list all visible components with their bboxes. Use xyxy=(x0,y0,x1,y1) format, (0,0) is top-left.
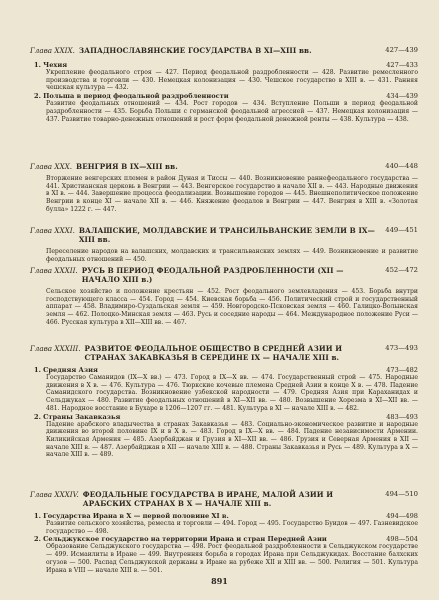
chapter-34 xyxy=(30,490,418,574)
section-heading xyxy=(34,61,418,69)
section-heading xyxy=(34,413,418,421)
section-pages: 483—493 xyxy=(386,412,418,421)
chapter-heading xyxy=(30,162,418,171)
section-title: 1. Государства Ирана в X — первой половине XI в. xyxy=(34,512,229,520)
section-title: 1. Чехия xyxy=(34,61,68,69)
chapter-29 xyxy=(30,46,418,123)
section-pages: 494—498 xyxy=(386,512,418,520)
chapter-title: РАЗВИТОЕ ФЕОДАЛЬНОЕ ОБЩЕСТВО В СРЕДНЕЙ АЗИИ И СТРАНАХ ЗАКАВКАЗЬЯ В СЕРЕДИНЕ IX — НАЧАЛЕ XIII в. xyxy=(84,344,343,362)
chapter-heading xyxy=(30,490,418,508)
chapter-text: Сельское хозяйство и положение крестьян — 452. Рост феодального землевладения — 453. Борьба внутри господствующего класса — 454. Город — 454. Киевская борьба — 456. Политический строй и государственный аппарат — 458. Владимиро-Суздальская земля — 459. Новгородско-Псковская земля — 460. Галицко-Волынская земля — 462. Полоцко-Минская земля — 463. Русь и соседние народы — 464. Международное положение Руси — 466. Русская культура в XII—XIII вв. — 467. xyxy=(46,288,418,326)
chapter-30 xyxy=(30,162,418,214)
chapter-pages: 440—448 xyxy=(385,162,418,170)
chapter-label: Глава XXXII. xyxy=(30,266,78,275)
section-text: Образование Сельджукского государства — 498. Рост феодальной раздробленности в Сельджукском государстве — 499. Исмаилиты в Иране — 499. Внутренняя борьба в городах Ирана при Сельджукидах. Восстание балхских огузов — 500. Распад Сельджукской державы в Иране на рубеже XII и XIII вв. — 500. Религия — 501. Культура Ирана в VIII — начале XIII в. — 501. xyxy=(46,543,418,574)
chapter-text: Переселение народов на валашских, молдавских и трансильванских землях — 449. Возникновение и развитие феодальных отношений — 450. xyxy=(46,248,418,263)
section-title: 1. Средняя Азия xyxy=(34,366,98,374)
section-title: 2. Польша в период феодальной раздробленности xyxy=(34,92,229,101)
section-pages: 434—439 xyxy=(386,92,418,101)
chapter-pages: 427—439 xyxy=(385,46,418,54)
chapter-pages: 494—510 xyxy=(385,490,418,498)
chapter-text: Вторжение венгерских племен в район Дуная и Тиссы — 440. Возникновение раннефеодального государства — 441. Христианская церковь в Венгрии — 443. Венгерское государство в начале XII в. — 443. Народные движения в XI в. — 444. Завершение процесса феодализации. Возвышение городов — 445. Внешнеполитическое положение Венгрии в конце XI — начале XII в. — 446. Княжение феодалов в Венгрии — 447. Венгрия в XIII в. «Золотая булла» 1222 г. — 447. xyxy=(46,175,418,213)
section-text: Развитие сельского хозяйства, ремесла и торговли — 494. Город — 495. Государство Буидов — 497. Газневидское государство — 498. xyxy=(46,520,418,535)
chapter-pages: 473—493 xyxy=(385,344,418,352)
section-text: Укрепление феодального строя — 427. Период феодальной раздробленности — 428. Развитие ремесленного производства и торговли — 430. Немецкая колонизация — 430. Чешское государство в XIII в. — 431. Ранняя чешская культура — 432. xyxy=(46,69,418,92)
section-heading xyxy=(34,512,418,520)
chapter-heading xyxy=(30,46,418,55)
section-pages: 427—433 xyxy=(386,61,418,69)
chapter-title: ВАЛАШСКИЕ, МОЛДАВСКИЕ И ТРАНСИЛЬВАНСКИЕ ЗЕМЛИ В IX—XIII вв. xyxy=(78,226,375,244)
section-text: Падение арабского владычества в странах Закавказья — 483. Социально-экономическое развитие и народные движения во второй половине IX и в X в. — 483. Город в IX—X вв. — 484. Падение независимости Армении. Киликийская Армения — 485. Азербайджан и Грузия в XI—XII вв. — 486. Грузия и Северная Армения в XII — начале XIII в. — 487. Азербайджан в XII — начале XIII в. — 488. Страны Закавказья и Русь — 489. Культура в X — начале XIII в. — 489. xyxy=(46,420,418,459)
chapter-pages: 452—472 xyxy=(385,266,418,274)
chapter-title: ЗАПАДНОСЛАВЯНСКИЕ ГОСУДАРСТВА В XI—XIII вв. xyxy=(78,46,312,55)
chapter-title: РУСЬ В ПЕРИОД ФЕОДАЛЬНОЙ РАЗДРОБЛЕННОСТИ (XII — НАЧАЛО XIII в.) xyxy=(81,266,344,284)
chapter-pages: 449—451 xyxy=(385,226,418,234)
chapter-31 xyxy=(30,226,418,263)
section-pages: 498—504 xyxy=(386,535,418,544)
chapter-label: Глава XXX. xyxy=(30,162,73,171)
chapter-title: ФЕОДАЛЬНЫЕ ГОСУДАРСТВА В ИРАНЕ, МАЛОЙ АЗИИ И АРАБСКИХ СТРАНАХ В X — НАЧАЛЕ XIII в. xyxy=(82,490,334,508)
chapter-heading xyxy=(30,226,418,244)
section-heading xyxy=(34,366,418,374)
section-text: Государство Саманидов (IX—X вв.) — 473. Город в IX—X вв. — 474. Государственный строй — 475. Народные движения в X в. — 476. Культура — 476. Тюркские кочевые племена Средней Азии в конце X в. — 478. Падение Саманидского государства. Возникновение узбекской народности — 479. Средняя Азия при Караханидах и Сельджуках — 480. Развитие феодальных отношений в XI—XII вв. — 480. Возвышение Хорезма в XI—XII вв. — 481. Народное восстание в Бухаре в 1206—1207 гг. — 481. Культура в XI — начале XIII в. — 482. xyxy=(46,374,418,412)
chapter-title: ВЕНГРИЯ В IX—XIII вв. xyxy=(76,162,178,171)
section-heading xyxy=(34,92,418,100)
chapter-33 xyxy=(30,344,418,459)
section-title: 2. Сельджукское государство на территории Ирана и стран Передней Азии xyxy=(34,535,327,544)
section-heading xyxy=(34,535,418,543)
chapter-label: Глава XXIX. xyxy=(30,46,75,55)
section-pages: 473—482 xyxy=(386,366,418,374)
chapter-heading xyxy=(30,266,418,284)
chapter-label: Глава XXXI. xyxy=(30,226,75,235)
section-text: Развитие феодальных отношений — 434. Рост городов — 434. Вступление Польши в период феодальной раздробленности — 435. Борьба Польши с германской феодальной агрессией — 437. Немецкая колонизация — 437. Развитие товарно-денежных отношений и рост форм феодальной денежной ренты — 438. Культура — 438. xyxy=(46,100,418,123)
section-title: 2. Страны Закавказья xyxy=(34,412,121,421)
chapter-label: Глава XXXIII. xyxy=(30,344,81,353)
chapter-label: Глава XXXIV. xyxy=(30,490,79,499)
chapter-heading xyxy=(30,344,418,362)
chapter-32 xyxy=(30,266,418,327)
page-number: 891 xyxy=(211,576,228,586)
